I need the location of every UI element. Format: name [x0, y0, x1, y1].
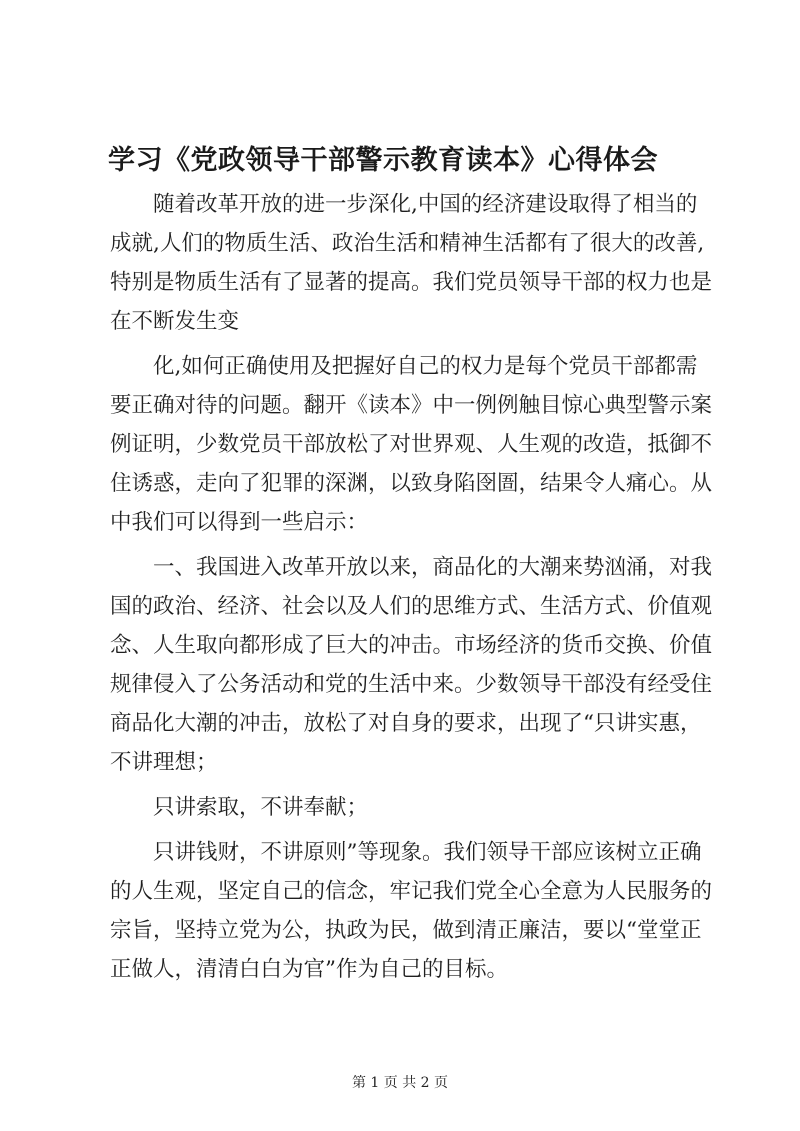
- body-line: 宗旨，坚持立党为公，执政为民，做到清正廉洁，要以“堂堂正: [110, 918, 702, 943]
- body-line: 只讲钱财，不讲原则”等现象。我们领导干部应该树立正确: [153, 840, 702, 865]
- body-line: 念、人生取向都形成了巨大的冲击。市场经济的货币交换、价值: [110, 633, 713, 658]
- body-line: 不讲理想；: [110, 750, 218, 775]
- body-line: 中我们可以得到一些启示：: [110, 510, 369, 535]
- document-title: 学习《党政领导干部警示教育读本》心得体会: [108, 145, 658, 176]
- body-line: 要正确对待的问题。翻开《读本》中一例例触目惊心典型警示案: [110, 393, 713, 418]
- body-line: 化,如何正确使用及把握好自己的权力是每个党员干部都需: [153, 354, 698, 379]
- body-line: 商品化大潮的冲击，放松了对自身的要求，出现了“只讲实惠，: [110, 711, 702, 736]
- body-line: 国的政治、经济、社会以及人们的思维方式、生活方式、价值观: [110, 594, 713, 619]
- body-line: 成就,人们的物质生活、政治生活和精神生活都有了很大的改善,: [110, 231, 705, 256]
- page-footer: 第 1 页 共 2 页: [351, 1075, 449, 1091]
- body-line: 例证明，少数党员干部放松了对世界观、人生观的改造，抵御不: [110, 432, 713, 457]
- body-line: 在不断发生变: [110, 309, 240, 334]
- body-line: 一、我国进入改革开放以来，商品化的大潮来势汹涌，对我: [153, 555, 713, 580]
- body-line: 随着改革开放的进一步深化,中国的经济建设取得了相当的: [153, 192, 698, 217]
- body-line: 只讲索取，不讲奉献；: [153, 795, 369, 820]
- body-line: 规律侵入了公务活动和党的生活中来。少数领导干部没有经受住: [110, 672, 713, 697]
- body-line: 的人生观，坚定自己的信念，牢记我们党全心全意为人民服务的: [110, 879, 713, 904]
- body-line: 住诱惑，走向了犯罪的深渊，以致身陷囹圄，结果令人痛心。从: [110, 471, 713, 496]
- body-line: 特别是物质生活有了显著的提高。我们党员领导干部的权力也是: [110, 270, 713, 295]
- body-line: 正做人，清清白白为官”作为自己的目标。: [110, 957, 508, 982]
